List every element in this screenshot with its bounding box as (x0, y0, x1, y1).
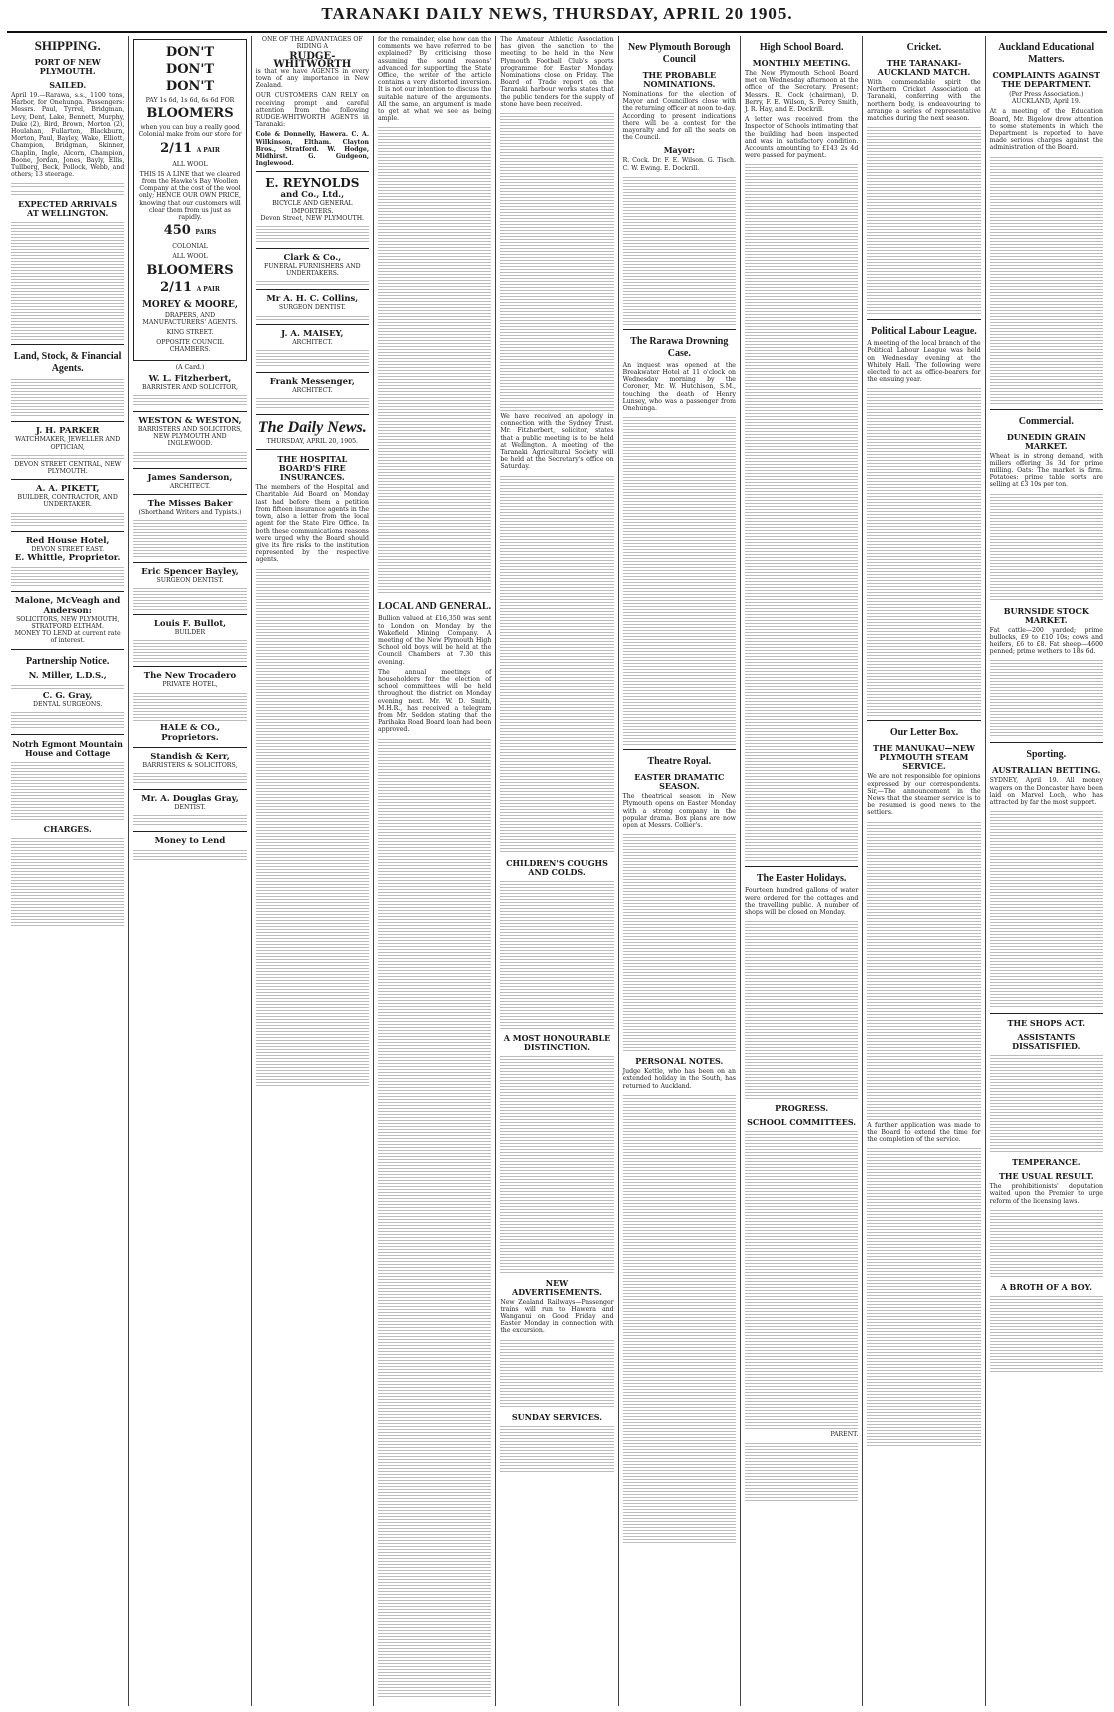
one-advantage: ONE OF THE ADVANTAGES OF RIDING A (261, 36, 363, 51)
trocadero-sub: PRIVATE HOTEL, (162, 681, 218, 689)
text-block (990, 155, 1103, 405)
assistants-heading: ASSISTANTS DISSATISFIED. (1012, 1032, 1081, 1052)
auckland-text: At a meeting of the Education Board, Mr. Bigelow drew attention to some statements in which the Department is reported to have made serious charges against the administration of the Board. (989, 108, 1103, 152)
new-ads-heading: NEW ADVERTISEMENTS. (512, 1277, 602, 1297)
clark-name: Clark & Co., (283, 253, 342, 264)
price-1 (137, 142, 242, 158)
reynolds-desc: BICYCLE AND GENERAL IMPORTERS. (272, 200, 353, 215)
text-block (378, 125, 491, 595)
text-block (867, 820, 980, 1120)
divider (133, 614, 246, 615)
masthead-title: TARANAKI DAILY NEWS, THURSDAY, APRIL 20 1905. (321, 4, 793, 23)
text-block (990, 492, 1103, 602)
cricket-text: With commendable spirit the Northern Cricket Association at Taranaki, conferring with the northern body, is endeavouring to arrange a series of representative matches during the next season. (867, 79, 981, 123)
editorial-text: for the remainder, else how can the comments we have referred to be explained? By criticising those assuming the sound reasons' advanced for supporting the State Office, the writer of the article contains a very distorted inversion. It is not our intention to discuss the suitable nature of the arguments. All the same, an argument is made to get at what we see as being ample. (377, 36, 492, 123)
money-lend-ad (133, 836, 246, 862)
agents-list: Cole & Donnelly, Hawera. C. A. Wilkinson, Eltham. Clayton Bros., Stratford. W. Hodge, Midhirst. G. Gudgeon, Inglewood. (255, 131, 369, 168)
divider (990, 409, 1103, 410)
match-heading: THE TARANAKI-AUCKLAND MATCH. (877, 58, 971, 77)
text-block (990, 1208, 1103, 1278)
column-9 (986, 36, 1107, 1706)
maisey-ad (256, 329, 369, 368)
divider (256, 449, 369, 450)
divider (133, 747, 246, 748)
parker-sub: WATCHMAKER, JEWELLER AND OPTICIAN, (15, 436, 121, 451)
rudge-text: is that we have AGENTS in every town of any importance in New Zealand. (255, 67, 369, 90)
bloomers-title: BLOOMERS (146, 106, 234, 122)
colonial-text: COLONIAL (172, 243, 208, 251)
columns (7, 36, 1107, 1706)
letter-text-2: A further application was made to the Board to extend the time for the completion of the service. (867, 1121, 981, 1144)
column-8 (863, 36, 985, 1706)
newspaper-page (7, 4, 1107, 1704)
text-block (11, 710, 124, 730)
money-text: MONEY TO LEND at current rate of interest. (14, 630, 121, 645)
text-block (11, 453, 124, 459)
divider (133, 468, 246, 469)
messenger-ad (256, 377, 369, 410)
text-block (378, 737, 491, 1697)
high-school-text: The New Plymouth School Board met on Wednesday afternoon at the office of the Secretary. Present: Messrs. R. Cock (chairman), D. Berry, F. E. Wilson, S. Percy Smith, J. R. Hay, and E. Dockrill. (744, 70, 859, 114)
racing-heading: AUSTRALIAN BETTING. (992, 765, 1101, 776)
price-suffix: A PAIR (196, 285, 220, 293)
text-block (500, 1338, 613, 1408)
collins-sub: SURGEON DENTIST. (278, 304, 346, 312)
bullot-sub: BUILDER (174, 629, 206, 637)
text-block (745, 919, 858, 1099)
baker-sub: (Shorthand Writers and Typists.) (138, 508, 242, 516)
text-block (623, 832, 736, 1052)
text-block (500, 879, 613, 1029)
text-block (133, 638, 246, 662)
text-block (256, 314, 369, 320)
divider (133, 666, 246, 667)
price-1-value: 2/11 (160, 140, 193, 156)
pairs-value: 450 (163, 223, 191, 239)
weston-ad (133, 416, 246, 464)
malone-ad (11, 596, 124, 645)
pikett-ad (11, 484, 124, 526)
parker-ad (11, 426, 124, 475)
divider (133, 789, 246, 790)
local-text: Bullion valued at £16,350 was sent to London on Monday by the Wakefield Mining Company. A meeting of the New Plymouth High School old boys will be held at the Council Chambers at 7.30 this evening. (377, 615, 492, 666)
stock-heading: BURNSIDE STOCK MARKET. (1003, 605, 1089, 625)
baker-ad (133, 499, 246, 558)
text-block (11, 683, 124, 689)
text-block (500, 1054, 613, 1274)
text-block (990, 1294, 1103, 1374)
pikett-sub: BUILDER, CONTRACTOR, AND UNDERTAKER. (17, 494, 118, 509)
hale-name: HALE & CO., Proprietors. (159, 722, 221, 743)
services-heading: SUNDAY SERVICES. (511, 1411, 603, 1422)
text-block (623, 1093, 736, 1543)
drapers-text: DRAPERS, AND MANUFACTURERS' AGENTS. (142, 311, 238, 326)
douglas-name: Mr. A. Douglas Gray, (141, 793, 239, 804)
malone-name: Malone, McVeagh and Anderson: (14, 595, 121, 616)
pikett-name: A. A. PIKETT, (35, 484, 100, 495)
divider (623, 749, 736, 750)
borough-council-heading: New Plymouth Borough Council (628, 42, 731, 65)
shops-heading: THE SHOPS ACT. (1007, 1018, 1086, 1029)
reynolds-name: E. REYNOLDS (265, 176, 360, 191)
expected-heading: EXPECTED ARRIVALS AT WELLINGTON. (18, 199, 118, 219)
douglas-sub: DENTIST. (174, 803, 206, 811)
divider (256, 289, 369, 290)
theatre-heading: Theatre Royal. (647, 756, 712, 768)
reynolds-addr: Devon Street, NEW PLYMOUTH. (260, 214, 365, 222)
trocadero-ad (133, 671, 246, 742)
stock-text: Fat cattle—200 yarded; prime bullocks, £9 to £10 10s; cows and heifers, £6 to £8. Fat sheep—4600 penned; prime wethers to 18s 6d. (989, 626, 1103, 656)
divider (256, 414, 369, 415)
text-block (133, 813, 246, 827)
sailed-heading: SAILED. (49, 80, 87, 90)
dont-3: DON'T (165, 79, 215, 94)
news-text: The Amateur Athletic Association has given the sanction to the meeting to be held in the New Plymouth Football Club's sports programme for Easter Monday. Nominations close on Friday. The Board of Trade report on the Taranaki harbour works states that the public tenders for the supply of stone have been received. (500, 36, 614, 108)
divider (256, 248, 369, 249)
pay-text: PAY 1s 6d, 1s 6d, 6s 6d FOR (145, 97, 235, 104)
price-2-value: 2/11 (160, 279, 193, 295)
dental-sub: DENTAL SURGEONS. (33, 700, 103, 708)
divider (11, 421, 124, 422)
masthead (7, 4, 1107, 33)
shipping-heading: SHIPPING. (34, 38, 101, 53)
king-street: KING STREET. (166, 329, 214, 337)
racing-text: SYDNEY, April 19. All money wagers on the Doncaster have been laid on Marvel Loch, who has attracted by far the most support. (989, 777, 1103, 807)
text-block (867, 386, 980, 716)
column-7 (741, 36, 863, 1706)
divider (990, 742, 1103, 743)
sanderson-ad (133, 473, 246, 490)
dentist-ad (11, 671, 124, 730)
text-block (745, 162, 858, 862)
maisey-name: J. A. MAISEY, (281, 328, 344, 339)
divider (133, 411, 246, 412)
text-block (11, 836, 124, 926)
devon-street: DEVON STREET CENTRAL, NEW PLYMOUTH. (14, 460, 122, 476)
text-block (133, 771, 246, 785)
baker-name: The Misses Baker (147, 498, 233, 509)
text-block (256, 348, 369, 368)
price-2 (137, 281, 242, 297)
divider (256, 171, 369, 172)
bullot-ad (133, 619, 246, 662)
issue-date: THURSDAY, APRIL 20, 1905. (266, 438, 358, 446)
letter-box-heading: Our Letter Box. (889, 727, 959, 739)
customers-text: OUR CUSTOMERS CAN RELY on receiving prompt and careful attention from the following RUDGE-WHITWORTH AGENTS in Taranaki: (255, 92, 369, 129)
divider (133, 562, 246, 563)
red-house-ad (11, 536, 124, 587)
rarawa-heading: The Rarawa Drowning Case. (630, 335, 729, 359)
text-block (867, 125, 980, 315)
all-wool-1: ALL WOOL (172, 160, 208, 168)
weston-name: WESTON & WESTON, (138, 416, 242, 427)
column-5 (496, 36, 618, 1706)
auckland-heading: Auckland Educational Matters. (998, 42, 1095, 65)
price-suffix: A PAIR (196, 146, 220, 154)
text-block (990, 1053, 1103, 1153)
messenger-sub: ARCHITECT. (292, 386, 333, 394)
clark-ad (256, 253, 369, 285)
divider (11, 591, 124, 592)
grain-heading: DUNEDIN GRAIN MARKET. (1006, 431, 1086, 451)
complaints-heading: COMPLAINTS AGAINST THE DEPARTMENT. (992, 70, 1101, 89)
bloomers-title-2: BLOOMERS (146, 262, 234, 278)
text-block (745, 1441, 858, 1501)
divider (990, 1013, 1103, 1014)
rarawa-text: An inquest was opened at the Breakwater Hotel at 11 o'clock on Wednesday morning by the Coroner, Mr. W. Hutchison, S.M., touching the death of Henry Lunsey, who was a passenger from Onehunga. (622, 361, 736, 413)
text-block (11, 189, 124, 195)
letter-text: We are not responsible for opinions expressed by our correspondents. Sir,—The announcement in the News that the steamer service is to be resumed is good news to the settlers. (867, 773, 981, 817)
line-text: THIS IS A LINE that we cleared from the Hawke's Bay Woollen Company at the cost of the wool only; HENCE OUR OWN PRICE, knowing that our customers will clear them from us just as rapidly. (138, 170, 241, 222)
divider (133, 494, 246, 495)
mayor-heading: Mayor: (663, 145, 695, 156)
text-block (133, 393, 246, 407)
douglas-ad (133, 794, 246, 827)
divider (867, 319, 980, 320)
column-3 (252, 36, 374, 1706)
column-6 (619, 36, 741, 1706)
divider (867, 720, 980, 721)
text-block (256, 567, 369, 1087)
labour-text: A meeting of the local branch of the Political Labour League was held on Wednesday evening at the Whitely Hall. The following were elected to act as office-bearers for the ensuing year. (867, 340, 981, 384)
commercial-heading: Commercial. (1018, 415, 1074, 427)
sanderson-name: James Sanderson, (147, 472, 233, 483)
theatre-text: The theatrical season in New Plymouth opens on Easter Monday with a strong company in the popular drama. Box plans are now open at Messrs. Collier's. (622, 793, 736, 830)
all-wool-2: ALL WOOL (172, 253, 208, 261)
result-text: The prohibitionists' deputation waited upon the Premier to urge reform of the licensing laws. (989, 1183, 1103, 1205)
malone-sub: SOLICITORS, NEW PLYMOUTH, STRATFORD ELTHAM. (16, 615, 120, 631)
bayley-sub: SURGEON DENTIST. (156, 577, 224, 585)
text-block (256, 279, 369, 285)
text-block (500, 474, 613, 854)
card-label: (A Card.) (175, 363, 205, 371)
parent-signature: PARENT. (830, 1431, 859, 1439)
text-block (133, 586, 246, 610)
pairs-suffix: PAIRS (195, 229, 217, 237)
text-block (11, 565, 124, 587)
opposite-text: OPPOSITE COUNCIL CHAMBERS. (156, 339, 224, 354)
sporting-heading: Sporting. (1026, 749, 1067, 761)
divider (11, 479, 124, 480)
standish-ad (133, 752, 246, 785)
text-block (11, 181, 124, 187)
distinction-heading: A MOST HONOURABLE DISTINCTION. (503, 1032, 611, 1052)
rudge-title: RUDGE-WHITWORTH (273, 51, 352, 70)
land-agents-heading: Land, Stock, & Financial Agents. (13, 351, 122, 375)
divider (256, 372, 369, 373)
meeting-heading: MONTHLY MEETING. (752, 58, 851, 68)
fitzherbert-ad (133, 374, 246, 407)
sailed-text: April 19.—Rarawa, s.s., 1100 tons, Harbor, for Onehunga. Passengers: Messrs. Paul, Tyrrel, Bridgman, Levy, Dent, Lake, Bennett, Murphy, Duke (2), Bird, Brown, Morton (2), Houlahan, Fullarton, Blackburn, Morton, Paul, Bayley, Wake, Elliott, Champion, Bridgman, Skinner, Chaplin, Ingle, Alcorn, Champion, Boone, Jordan, Jones, Bayly, Ellis, Tullberg, Beck, Pollock, Webb, and others; 13 steerage. (11, 92, 125, 179)
text-block (133, 691, 246, 721)
high-school-text-2: A letter was received from the Inspector of Schools intimating that the building had been inspected and was in satisfactory condition. Accounts amounting to £143 2s 4d were passed for payment. (744, 116, 859, 160)
bayley-ad (133, 567, 246, 610)
grain-text: Wheat is in strong demand, with millers offering 3s 3d for prime milling. Oats: The market is firm. Potatoes: prime table sorts are selling at £3 10s per ton. (989, 452, 1103, 489)
coughs-heading: CHILDREN'S COUGHS AND COLDS. (506, 857, 608, 877)
text-block (990, 809, 1103, 1009)
column-2 (129, 36, 251, 1706)
standish-sub: BARRISTERS & SOLICITORS, (142, 761, 238, 769)
parker-name: J. H. PARKER (35, 426, 100, 437)
personal-text: Judge Kettle, who has been on an extended holiday in the South, has returned to Auckland. (622, 1068, 736, 1090)
local-text-2: The annual meetings of householders for the election of school committees will be held throughout the district on Monday evening next. Mr. W. D. Smith, M.H.R., has received a telegram from Mr. Seddon stating that the Parihaka Road Board loan had been approved. (377, 668, 492, 734)
text-block (133, 450, 246, 464)
text-block (11, 220, 124, 340)
progress-heading: PROGRESS. (775, 1103, 829, 1114)
local-general-heading: LOCAL AND GENERAL. (378, 601, 492, 613)
easter-heading: The Easter Holidays. (756, 873, 847, 885)
news-text-2: We have received an apology in connection with the Sydney Trust. Mr. Fitzherbert, solicitor, states that a public meeting is to be held at Wellington. A meeting of the Taranaki Agricultural Society will be held at the Secretary's office on Saturday. (500, 413, 614, 471)
partnership-heading: Partnership Notice. (26, 655, 110, 667)
press-dateline: (Per Press Association.) AUCKLAND, April 19. (1009, 91, 1084, 106)
divider (11, 344, 124, 345)
committees-heading: SCHOOL COMMITTEES. (747, 1117, 857, 1128)
cricket-heading: Cricket. (906, 42, 942, 53)
boy-heading: A BROTH OF A BOY. (1000, 1281, 1092, 1292)
column-1 (7, 36, 129, 1706)
red-house-sub: DEVON STREET EAST. (31, 545, 105, 553)
daily-news-title: The Daily News. (257, 419, 367, 437)
money-lend-name: Money to Lend (154, 836, 226, 847)
personal-heading: PERSONAL NOTES. (635, 1056, 724, 1067)
text-block (500, 111, 613, 411)
egmont-heading: Notrh Egmont Mountain House and Cottage (12, 738, 123, 758)
gray-name: C. G. Gray, (42, 690, 93, 701)
labour-heading: Political Labour League. (871, 326, 977, 338)
trocadero-name: The New Trocadero (143, 671, 237, 682)
bloomers-sub: when you can buy a really good Colonial make from our store for (138, 124, 242, 139)
text-block (256, 396, 369, 410)
text-block (11, 511, 124, 527)
text-block (623, 415, 736, 745)
maisey-sub: ARCHITECT. (292, 338, 333, 346)
result-heading: THE USUAL RESULT. (998, 1171, 1094, 1182)
theatre-sub: EASTER DRAMATIC SEASON. (634, 772, 725, 792)
dont-2: DON'T (165, 62, 215, 77)
column-4 (374, 36, 496, 1706)
text-block (11, 377, 124, 417)
high-school-heading: High School Board. (759, 42, 844, 53)
easter-text: Fourteen hundred gallons of water were ordered for the cottages and the travelling public. A number of shops will be closed on Monday. (744, 887, 859, 917)
bayley-name: Eric Spencer Bayley, (141, 567, 239, 578)
collins-ad (256, 294, 369, 319)
divider (11, 649, 124, 650)
reynolds-sub: and Co., Ltd., (280, 190, 345, 201)
text-block (745, 1129, 858, 1429)
standish-name: Standish & Kerr, (150, 751, 230, 762)
sanderson-sub: ARCHITECT. (169, 482, 211, 490)
divider (11, 531, 124, 532)
port-heading: PORT OF NEW PLYMOUTH. (34, 57, 101, 76)
red-house-name: Red House Hotel, (25, 535, 110, 546)
collins-name: Mr A. H. C. Collins, (266, 294, 359, 305)
charges-heading: CHARGES. (43, 823, 92, 834)
morey-moore: MOREY & MOORE, (141, 299, 239, 310)
divider (133, 831, 246, 832)
dont-1: DON'T (165, 45, 215, 60)
weston-sub: BARRISTERS AND SOLICITORS, NEW PLYMOUTH AND INGLEWOOD. (137, 426, 243, 448)
candidates-list: R. Cock. Dr. F. E. Wilson. G. Tisch. C. W. Ewing. E. Dockrill. (622, 157, 736, 172)
nominations-text: Nominations for the election of Mayor and Councillors close with the returning officer at noon to-day. According to present indications there will be a contest for the mayoralty and for all the seats on the Council. (622, 91, 736, 142)
miller-name: N. Miller, L.D.S., (28, 670, 107, 681)
divider (256, 324, 369, 325)
temperance-heading: TEMPERANCE. (1012, 1157, 1081, 1168)
text-block (11, 760, 124, 820)
text-block (500, 1424, 613, 1474)
divider (623, 329, 736, 330)
hospital-heading: THE HOSPITAL BOARD'S FIRE INSURANCES. (277, 454, 348, 483)
bloomers-ad (133, 39, 246, 361)
text-block (623, 175, 736, 325)
clark-sub: FUNERAL FURNISHERS AND UNDERTAKERS. (264, 263, 361, 278)
messenger-name: Frank Messenger, (269, 376, 355, 387)
text-block (133, 518, 246, 558)
fitzherbert-name: W. L. Fitzherbert, (148, 373, 232, 384)
whittle-name: E. Whittle, Proprietor. (14, 552, 121, 563)
hospital-text: The members of the Hospital and Charitable Aid Board on Monday last had before them a petition from fifteen insurance agents in the town, also a letter from the local agent for the State Fire Office. In both these communications reasons were urged why the Board should give its fire risks to the institution represented by the respective agents. (255, 484, 369, 564)
pairs-count (137, 224, 242, 240)
bullot-name: Louis F. Bullot, (153, 619, 227, 630)
divider (745, 866, 858, 867)
letter-sub: THE MANUKAU—NEW PLYMOUTH STEAM SERVICE. (872, 743, 975, 772)
text-block (867, 1146, 980, 1446)
text-block (133, 848, 246, 862)
fitzherbert-sub: BARRISTER AND SOLICITOR, (142, 383, 238, 391)
nominations-heading: THE PROBABLE NOMINATIONS. (642, 70, 717, 89)
text-block (256, 224, 369, 244)
new-ads-text: New Zealand Railways—Passenger trains will run to Hawera and Wanganui on Good Friday and Easter Monday in connection with the excursion. (500, 1298, 614, 1335)
text-block (990, 658, 1103, 738)
reynolds-ad (256, 176, 369, 244)
divider (11, 734, 124, 735)
